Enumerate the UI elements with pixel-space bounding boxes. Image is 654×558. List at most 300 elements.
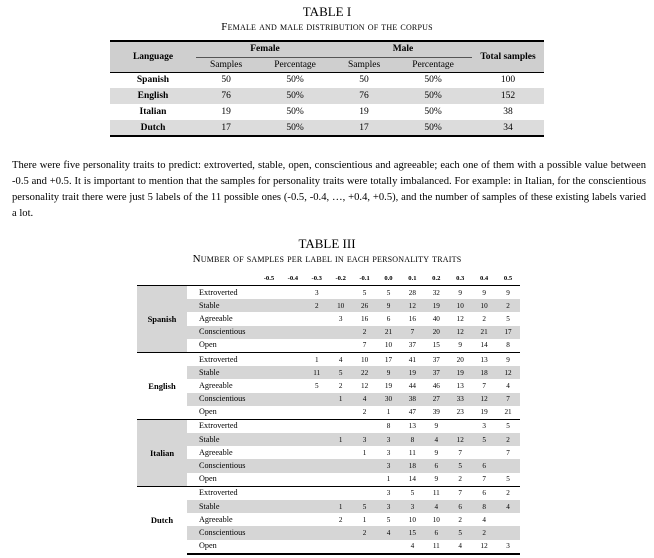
sample-count-cell — [281, 526, 305, 539]
table2-title: TABLE III — [298, 236, 356, 251]
sample-count-cell: 16 — [360, 314, 369, 323]
sample-count-cell: 5 — [314, 381, 319, 390]
sample-count-cell: 9 — [496, 286, 520, 300]
sample-count-cell — [257, 393, 281, 406]
sample-count-cell: 10 — [353, 352, 377, 366]
language-cell: Spanish — [136, 75, 170, 86]
sample-count-cell — [281, 312, 305, 325]
sample-count-cell: 1 — [362, 448, 367, 457]
table1-body — [110, 72, 544, 136]
sample-count-cell: 12 — [448, 433, 472, 446]
sample-count-cell — [257, 459, 281, 472]
sample-count-cell: 41 — [400, 352, 424, 366]
sample-count-cell: 2 — [496, 433, 520, 446]
sample-count-cell: 3 — [472, 419, 496, 433]
sample-count-cell: 2 — [305, 299, 329, 312]
sample-count-cell — [329, 286, 353, 300]
table2-row — [137, 486, 520, 500]
female-percentage-cell: 50% — [256, 120, 334, 136]
sample-count-cell: 7 — [400, 326, 424, 339]
sample-count-cell: 47 — [408, 408, 416, 417]
male-percentage-cell: 50% — [394, 88, 472, 104]
sample-count-cell: 6 — [472, 459, 496, 472]
label-column-header: 0.4 — [479, 275, 489, 282]
trait-label: Stable — [187, 500, 257, 513]
sample-count-cell: 2 — [458, 515, 462, 524]
sample-count-cell: 7 — [448, 486, 472, 500]
gender-distribution-table — [110, 40, 544, 137]
sample-count-cell: 1 — [386, 408, 391, 417]
sample-count-cell: 5 — [448, 526, 472, 539]
sample-count-cell: 1 — [362, 515, 367, 524]
sample-count-cell — [496, 526, 520, 539]
table1-subtitle: Female and male distribution of the corpus — [221, 21, 433, 33]
sample-count-cell: 13 — [456, 381, 464, 390]
sample-count-cell: 26 — [353, 299, 377, 312]
total-cell: 152 — [472, 88, 544, 104]
sample-count-cell: 3 — [496, 540, 520, 554]
language-label: Dutch — [137, 486, 187, 553]
body-paragraph: There were five personality traits to predict: extroverted, stable, open, conscientious and agreeable; each one of them with a possible value between -0.5 and +0.5. It is important to mention that the samples for personality traits were totally imbalanced. For example: in Italian, for the conscientious personality trait there were just 5 labels of the 11 possible ones (-0.5, -0.4, …, +0.4, +0.5), and the number of samples of these existing labels varied a lot. — [12, 160, 646, 219]
table2-row — [137, 540, 520, 554]
sample-count-cell: 46 — [432, 381, 440, 390]
table2-row — [137, 326, 520, 339]
sample-count-cell: 15 — [432, 341, 440, 350]
sample-count-cell: 2 — [362, 408, 367, 417]
sample-count-cell: 33 — [448, 393, 472, 406]
sample-count-cell: 10 — [472, 299, 496, 312]
sample-count-cell: 10 — [432, 515, 440, 524]
sample-count-cell — [281, 326, 305, 339]
male-percentage-header: Percentage — [394, 57, 472, 72]
sample-count-cell — [257, 419, 281, 433]
label-column-header: 0.1 — [408, 275, 417, 282]
male-percentage-cell: 50% — [394, 120, 472, 136]
sample-count-cell: 37 — [408, 341, 416, 350]
table1-row — [110, 88, 544, 104]
sample-count-cell: 37 — [424, 352, 448, 366]
trait-label: Extroverted — [187, 486, 257, 500]
sample-count-cell — [257, 526, 281, 539]
sample-count-cell: 13 — [400, 419, 424, 433]
sample-count-cell — [281, 513, 305, 526]
language-cell: Dutch — [110, 120, 196, 136]
female-percentage-cell: 50% — [256, 88, 334, 104]
sample-count-cell: 16 — [408, 314, 416, 323]
language-label: Italian — [137, 419, 187, 486]
sample-count-cell: 21 — [472, 326, 496, 339]
sample-count-cell: 8 — [400, 433, 424, 446]
sample-count-cell — [257, 339, 281, 353]
sample-count-cell: 1 — [386, 475, 391, 484]
sample-count-cell: 9 — [496, 352, 520, 366]
sample-count-cell: 2 — [496, 299, 520, 312]
sample-count-cell: 2 — [496, 486, 520, 500]
total-header: Total samples — [472, 41, 544, 72]
table2-row — [137, 433, 520, 446]
sample-count-cell: 17 — [377, 352, 401, 366]
table2-row — [137, 406, 520, 420]
sample-count-cell — [329, 459, 353, 472]
table2-row — [137, 299, 520, 312]
female-samples-cell: 19 — [221, 107, 231, 117]
sample-count-cell: 9 — [434, 448, 439, 457]
sample-count-cell — [257, 286, 281, 300]
trait-label: Open — [187, 540, 257, 554]
sample-count-cell — [281, 446, 305, 459]
sample-count-cell: 3 — [400, 500, 424, 513]
sample-count-cell: 12 — [472, 393, 496, 406]
sample-count-cell — [257, 366, 281, 379]
table2-row — [137, 526, 520, 539]
sample-count-cell: 3 — [338, 314, 343, 323]
sample-count-cell: 10 — [329, 299, 353, 312]
sample-count-cell: 10 — [448, 299, 472, 312]
table2-row — [137, 473, 520, 487]
sample-count-cell — [353, 459, 377, 472]
sample-count-cell: 6 — [424, 526, 448, 539]
table1-header-row — [110, 41, 544, 57]
sample-count-cell: 9 — [448, 286, 472, 300]
sample-count-cell — [329, 446, 353, 459]
label-column-header: -0.5 — [263, 275, 275, 282]
table1-title: TABLE I — [302, 4, 352, 19]
sample-count-cell — [305, 513, 329, 526]
sample-count-cell — [305, 326, 329, 339]
sample-count-cell: 2 — [472, 526, 496, 539]
female-samples-cell: 17 — [196, 120, 256, 136]
sample-count-cell: 2 — [338, 515, 343, 524]
sample-count-cell: 5 — [353, 500, 377, 513]
sample-count-cell — [257, 513, 281, 526]
sample-count-cell: 20 — [448, 352, 472, 366]
sample-count-cell: 4 — [424, 500, 448, 513]
female-percentage-header: Percentage — [256, 57, 334, 72]
male-samples-cell: 19 — [359, 107, 369, 117]
sample-count-cell — [496, 513, 520, 526]
sample-count-cell: 3 — [386, 448, 391, 457]
sample-count-cell: 39 — [432, 408, 440, 417]
sample-count-cell — [281, 486, 305, 500]
sample-count-cell: 19 — [384, 381, 393, 390]
sample-count-cell — [329, 473, 353, 487]
sample-count-cell — [353, 419, 377, 433]
table2-row — [137, 339, 520, 353]
table2-row — [137, 459, 520, 472]
sample-count-cell — [305, 459, 329, 472]
trait-label: Open — [199, 474, 217, 484]
table2-row — [137, 352, 520, 366]
sample-count-cell — [329, 406, 353, 420]
sample-count-cell: 2 — [482, 314, 486, 323]
table2-body — [137, 273, 520, 554]
table2-row — [137, 513, 520, 526]
sample-count-cell: 10 — [408, 515, 416, 524]
sample-count-cell: 5 — [353, 286, 377, 300]
label-column-header: -0.3 — [311, 275, 322, 282]
sample-count-cell: 17 — [496, 326, 520, 339]
sample-count-cell — [281, 419, 305, 433]
sample-count-cell: 13 — [472, 352, 496, 366]
sample-count-cell — [257, 433, 281, 446]
language-cell: English — [110, 88, 196, 104]
trait-label: Agreeable — [199, 380, 233, 390]
sample-count-cell: 9 — [434, 475, 439, 484]
sample-count-cell — [281, 473, 305, 487]
sample-count-cell: 20 — [424, 326, 448, 339]
sample-count-cell: 3 — [377, 433, 401, 446]
sample-count-cell: 9 — [458, 341, 462, 350]
table2-row — [137, 393, 520, 406]
sample-count-cell: 19 — [400, 366, 424, 379]
sample-count-cell: 27 — [424, 393, 448, 406]
sample-count-cell: 12 — [456, 314, 464, 323]
sample-count-cell: 7 — [506, 448, 510, 457]
sample-count-cell — [281, 286, 305, 300]
label-column-header: 0.3 — [456, 275, 465, 282]
female-samples-cell: 50 — [221, 75, 231, 86]
sample-count-cell — [329, 339, 353, 353]
sample-count-cell: 1 — [329, 393, 353, 406]
sample-count-cell: 3 — [377, 459, 401, 472]
sample-count-cell: 5 — [506, 314, 510, 323]
sample-count-cell: 8 — [377, 419, 401, 433]
sample-count-cell: 7 — [482, 475, 486, 484]
trait-label: Extroverted — [187, 419, 257, 433]
sample-count-cell: 37 — [424, 366, 448, 379]
sample-count-cell: 5 — [329, 366, 353, 379]
label-column-header: 0.5 — [503, 275, 513, 282]
sample-count-cell: 5 — [506, 475, 510, 484]
trait-label: Conscientious — [187, 526, 257, 539]
table2-row — [137, 419, 520, 433]
sample-count-cell — [305, 312, 329, 325]
sample-count-cell: 11 — [424, 540, 448, 554]
sample-count-cell: 7 — [482, 381, 486, 390]
sample-count-cell: 4 — [482, 515, 486, 524]
sample-count-cell — [305, 393, 329, 406]
sample-count-cell — [281, 500, 305, 513]
trait-label: Extroverted — [187, 352, 257, 366]
sample-count-cell — [281, 299, 305, 312]
male-header: Male — [334, 41, 472, 57]
sample-count-cell — [305, 339, 329, 353]
sample-count-cell: 2 — [458, 475, 462, 484]
sample-count-cell — [329, 540, 353, 554]
trait-label: Agreeable — [199, 514, 233, 524]
sample-count-cell — [257, 379, 281, 392]
sample-count-cell: 6 — [448, 500, 472, 513]
sample-count-cell: 6 — [424, 459, 448, 472]
sample-count-cell: 12 — [496, 366, 520, 379]
sample-count-cell: 6 — [386, 314, 391, 323]
male-samples-header: Samples — [334, 57, 394, 72]
sample-count-cell: 5 — [400, 486, 424, 500]
sample-count-cell — [281, 366, 305, 379]
sample-count-cell: 4 — [400, 540, 424, 554]
sample-count-cell — [329, 419, 353, 433]
sample-count-cell: 7 — [362, 341, 367, 350]
female-samples-header: Samples — [196, 57, 256, 72]
trait-label: Stable — [187, 366, 257, 379]
label-column-header: 0.2 — [432, 275, 441, 282]
sample-count-cell: 3 — [305, 286, 329, 300]
trait-label: Open — [199, 407, 217, 417]
sample-count-cell: 12 — [400, 299, 424, 312]
male-samples-cell: 50 — [359, 75, 369, 86]
sample-count-cell: 10 — [384, 341, 393, 350]
sample-count-cell — [257, 299, 281, 312]
female-percentage-cell: 50% — [286, 75, 304, 86]
trait-label: Agreeable — [199, 447, 233, 457]
sample-count-cell — [353, 540, 377, 554]
sample-count-cell: 2 — [338, 381, 343, 390]
sample-count-cell — [257, 312, 281, 325]
sample-count-cell: 2 — [353, 326, 377, 339]
sample-count-cell: 1 — [305, 352, 329, 366]
sample-count-cell: 3 — [353, 433, 377, 446]
total-cell: 100 — [500, 75, 516, 86]
sample-count-cell: 11 — [408, 448, 416, 457]
sample-count-cell — [305, 473, 329, 487]
sample-count-cell — [281, 393, 305, 406]
sample-count-cell: 44 — [408, 381, 416, 390]
sample-count-cell — [305, 446, 329, 459]
sample-count-cell: 7 — [496, 393, 520, 406]
sample-count-cell — [305, 419, 329, 433]
sample-count-cell: 5 — [448, 459, 472, 472]
table1-row — [110, 120, 544, 136]
sample-count-cell — [281, 406, 305, 420]
sample-count-cell — [472, 446, 496, 459]
sample-count-cell: 5 — [386, 515, 391, 524]
sample-count-cell — [257, 352, 281, 366]
sample-count-cell — [257, 500, 281, 513]
sample-count-cell — [305, 500, 329, 513]
table2-row — [137, 379, 520, 392]
male-percentage-cell: 50% — [424, 75, 442, 86]
table2-header-row — [137, 273, 520, 286]
sample-count-cell: 4 — [424, 433, 448, 446]
sample-count-cell — [281, 379, 305, 392]
sample-count-cell: 4 — [329, 352, 353, 366]
table2-row — [137, 312, 520, 325]
sample-count-cell: 11 — [305, 366, 329, 379]
sample-count-cell: 38 — [400, 393, 424, 406]
sample-count-cell: 7 — [458, 448, 462, 457]
sample-count-cell: 14 — [408, 475, 416, 484]
sample-count-cell — [257, 486, 281, 500]
sample-count-cell: 12 — [448, 326, 472, 339]
trait-label: Conscientious — [187, 326, 257, 339]
sample-count-cell — [496, 459, 520, 472]
trait-label: Stable — [187, 433, 257, 446]
sample-count-cell: 30 — [377, 393, 401, 406]
sample-count-cell: 3 — [377, 486, 401, 500]
personality-samples-table — [137, 273, 520, 555]
sample-count-cell — [281, 339, 305, 353]
sample-count-cell: 8 — [506, 341, 510, 350]
sample-count-cell: 4 — [506, 381, 510, 390]
language-header: Language — [110, 41, 196, 72]
sample-count-cell: 3 — [377, 500, 401, 513]
trait-label: Agreeable — [199, 313, 233, 323]
sample-count-cell: 6 — [472, 486, 496, 500]
sample-count-cell — [281, 433, 305, 446]
table2-row — [137, 446, 520, 459]
trait-label: Conscientious — [187, 459, 257, 472]
total-cell: 38 — [503, 107, 513, 117]
label-column-header: 0.0 — [384, 275, 393, 282]
sample-count-cell: 19 — [448, 366, 472, 379]
empty-header-cell — [187, 273, 257, 286]
sample-count-cell: 2 — [353, 526, 377, 539]
sample-count-cell — [257, 326, 281, 339]
trait-label: Open — [199, 340, 217, 350]
sample-count-cell — [281, 540, 305, 554]
sample-count-cell: 19 — [480, 408, 488, 417]
sample-count-cell: 5 — [377, 286, 401, 300]
trait-label: Extroverted — [187, 286, 257, 300]
label-column-header: -0.4 — [287, 275, 299, 282]
sample-count-cell: 15 — [400, 526, 424, 539]
sample-count-cell: 4 — [353, 393, 377, 406]
language-label: Spanish — [137, 286, 187, 353]
sample-count-cell: 8 — [472, 500, 496, 513]
sample-count-cell — [257, 446, 281, 459]
sample-count-cell: 9 — [424, 419, 448, 433]
trait-label: Stable — [187, 299, 257, 312]
sample-count-cell — [281, 352, 305, 366]
sample-count-cell — [257, 473, 281, 487]
sample-count-cell: 1 — [329, 433, 353, 446]
female-percentage-cell: 50% — [286, 107, 304, 117]
sample-count-cell — [329, 326, 353, 339]
table2-row — [137, 286, 520, 300]
sample-count-cell: 12 — [360, 381, 369, 390]
label-column-header: -0.1 — [359, 275, 370, 282]
sample-count-cell — [329, 526, 353, 539]
female-header: Female — [196, 41, 334, 57]
female-samples-cell: 76 — [196, 88, 256, 104]
sample-count-cell: 9 — [377, 299, 401, 312]
sample-count-cell — [377, 540, 401, 554]
sample-count-cell: 12 — [472, 540, 496, 554]
sample-count-cell — [353, 486, 377, 500]
language-label: English — [137, 352, 187, 419]
sample-count-cell — [257, 406, 281, 420]
sample-count-cell: 18 — [400, 459, 424, 472]
sample-count-cell: 4 — [377, 526, 401, 539]
sample-count-cell: 4 — [448, 540, 472, 554]
sample-count-cell — [305, 540, 329, 554]
sample-count-cell — [305, 433, 329, 446]
sample-count-cell — [257, 540, 281, 554]
sample-count-cell: 28 — [400, 286, 424, 300]
table2-row — [137, 500, 520, 513]
sample-count-cell — [448, 419, 472, 433]
empty-header-cell — [137, 273, 187, 286]
sample-count-cell — [305, 526, 329, 539]
sample-count-cell — [329, 486, 353, 500]
language-cell: Italian — [139, 107, 167, 117]
sample-count-cell: 32 — [424, 286, 448, 300]
sample-count-cell: 1 — [329, 500, 353, 513]
male-samples-cell: 76 — [334, 88, 394, 104]
label-column-header: -0.2 — [335, 275, 346, 282]
sample-count-cell: 5 — [496, 419, 520, 433]
sample-count-cell: 21 — [377, 326, 401, 339]
